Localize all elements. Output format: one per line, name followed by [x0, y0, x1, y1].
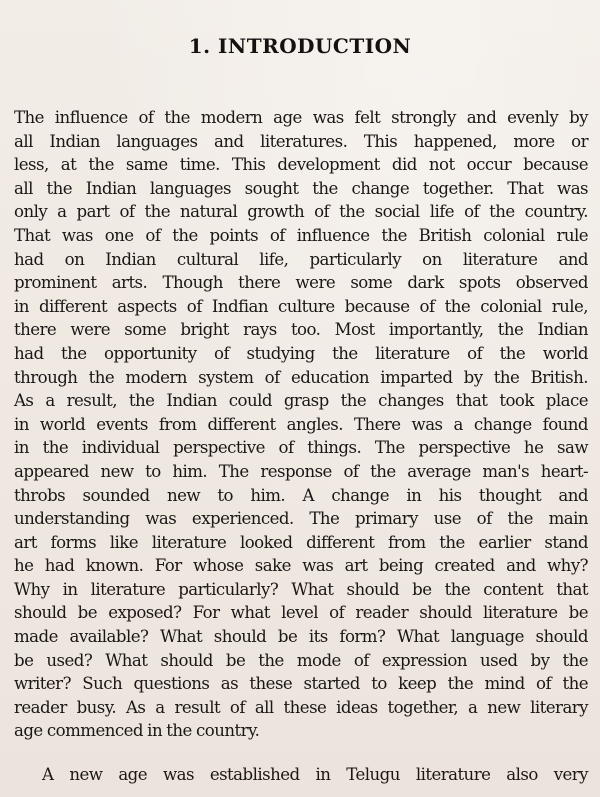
text-line: appeared new to him. The response of the average man's heart-: [14, 461, 588, 481]
text-line: less, at the same time. This development did not occur because: [14, 155, 588, 175]
text-line: all Indian languages and literatures. This happened, more or: [14, 131, 588, 151]
text-line: had on Indian cultural life, particularly on literature and: [14, 249, 588, 269]
text-line: made available? What should be its form? What language should: [14, 627, 588, 647]
text-line: there were some bright rays too. Most importantly, the Indian: [14, 320, 588, 340]
text-line: prominent arts. Though there were some dark spots observed: [14, 273, 588, 293]
text-line: should be exposed? For what level of reader should literature be: [14, 603, 588, 623]
text-line: As a result, the Indian could grasp the changes that took place: [14, 391, 588, 411]
section-heading: 1. INTRODUCTION: [188, 34, 412, 58]
text-line: The influence of the modern age was felt strongly and evenly by: [14, 108, 588, 127]
text-line: writer? Such questions as these started to keep the mind of the: [14, 674, 588, 694]
text-line: art forms like literature looked different from the earlier stand: [14, 532, 588, 552]
text-line: only a part of the natural growth of the social life of the country.: [14, 202, 588, 222]
paragraph-1: [14, 106, 588, 743]
text-line: A new age was established in Telugu literature also very: [42, 765, 588, 784]
text-line: understanding was experienced. The primary use of the main: [14, 509, 588, 529]
text-line: through the modern system of education imparted by the British.: [14, 367, 588, 387]
text-line: in different aspects of Indfian culture because of the colonial rule,: [14, 296, 588, 316]
text-line: That was one of the points of influence the British colonial rule: [14, 225, 588, 245]
text-line: in world events from different angles. There was a change found: [14, 414, 588, 434]
text-line: reader busy. As a result of all these ideas together, a new literary: [14, 697, 588, 717]
text-line: be used? What should be the mode of expression used by the: [14, 650, 588, 670]
text-line: had the opportunity of studying the literature of the world: [14, 343, 588, 363]
paragraph-2: [14, 763, 588, 787]
text-line: in the individual perspective of things. The perspective he saw: [14, 438, 588, 458]
text-line: he had known. For whose sake was art being created and why?: [14, 556, 588, 576]
text-line: throbs sounded new to him. A change in his thought and: [14, 485, 588, 505]
text-line: age commenced in the country.: [14, 721, 260, 741]
text-line: all the Indian languages sought the change together. That was: [14, 178, 588, 198]
text-line: Why in literature particularly? What should be the content that: [14, 579, 588, 599]
